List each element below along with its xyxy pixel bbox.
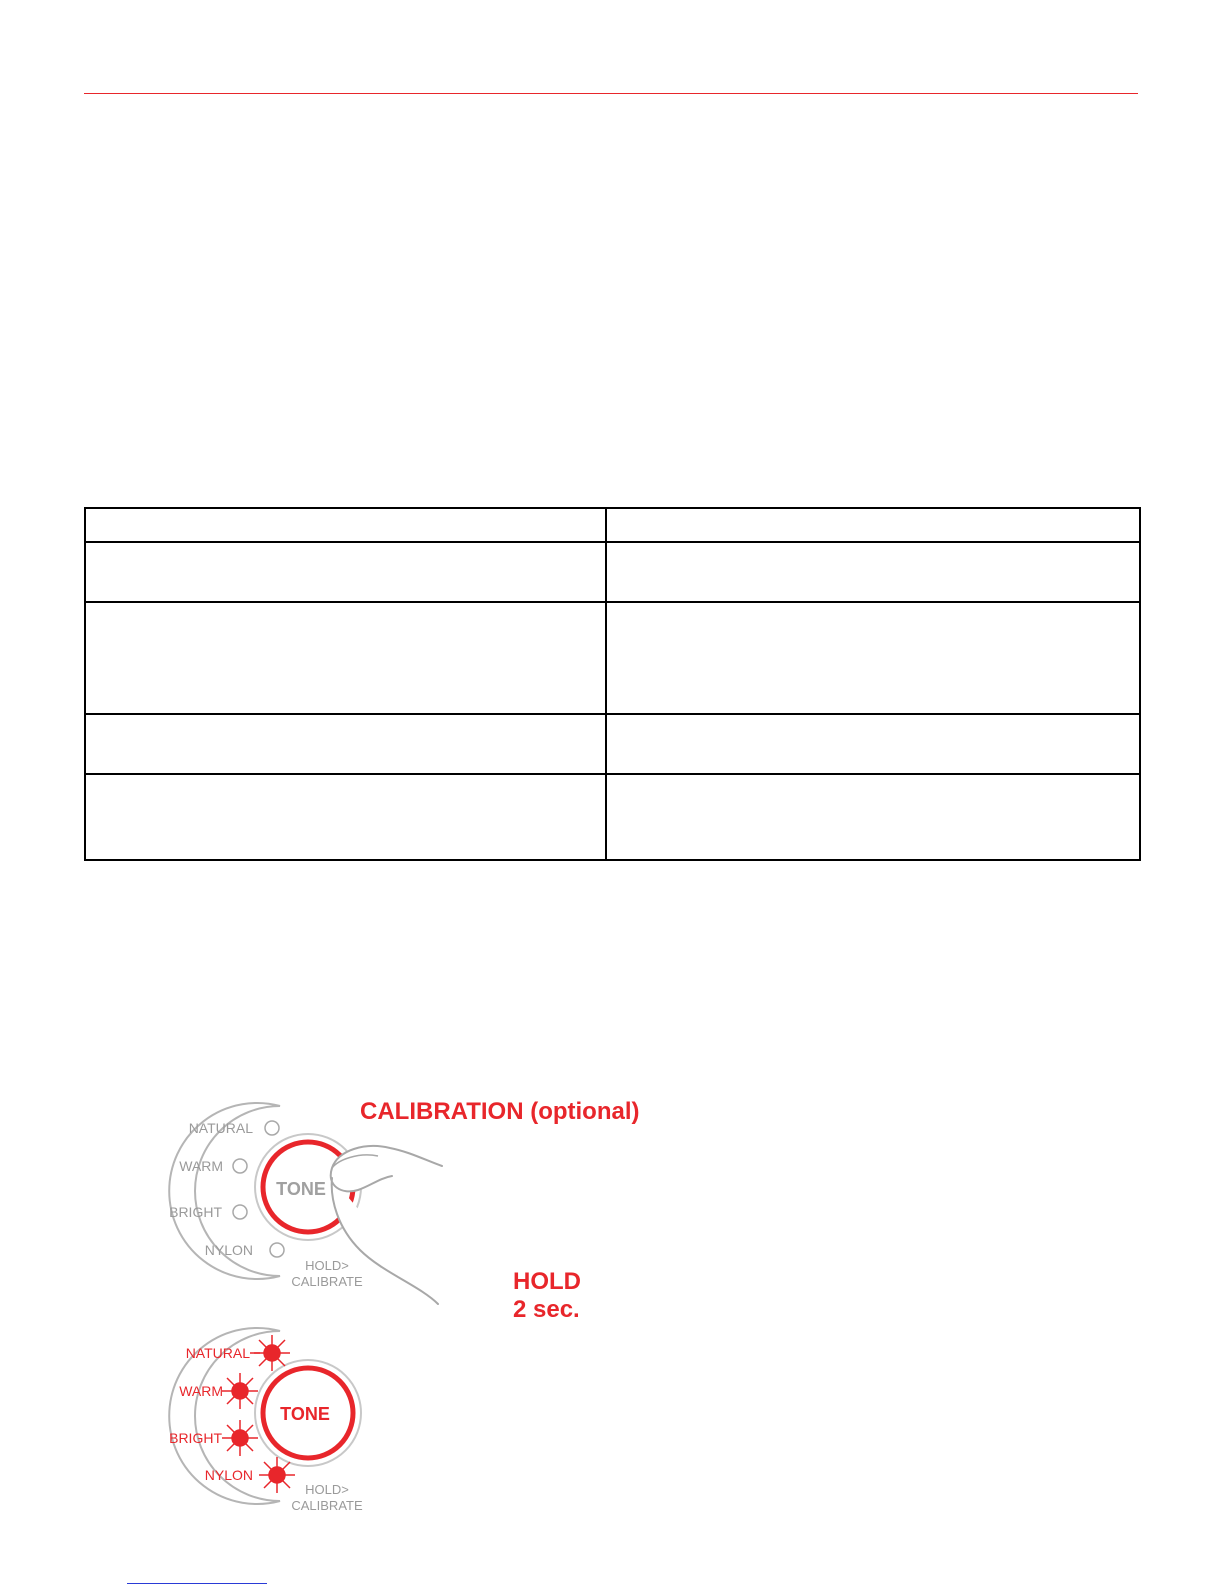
hold-line-1: HOLD — [513, 1268, 581, 1295]
table-cell — [85, 508, 606, 542]
table-cell — [85, 542, 606, 602]
table-cell — [85, 774, 606, 860]
top-control-panel — [169, 1103, 442, 1304]
hold-calibrate-label-1: HOLD> — [305, 1482, 349, 1497]
led-bright — [233, 1205, 247, 1219]
calibration-illustration — [120, 1090, 480, 1530]
led-natural-flashing — [250, 1335, 290, 1371]
mode-label-natural: NATURAL — [185, 1345, 250, 1361]
bottom-control-panel — [169, 1328, 363, 1513]
led-warm-flashing — [222, 1373, 258, 1409]
spec-table — [84, 507, 1141, 861]
led-bright-flashing — [222, 1420, 258, 1456]
calibration-title: CALIBRATION (optional) — [360, 1098, 640, 1125]
table-cell — [606, 508, 1140, 542]
mode-label-warm: WARM — [179, 1158, 223, 1174]
table-cell — [606, 774, 1140, 860]
hold-calibrate-label-1: HOLD> — [305, 1258, 349, 1273]
table-cell — [85, 714, 606, 774]
mode-label-natural: NATURAL — [188, 1120, 253, 1136]
mode-label-warm: WARM — [179, 1383, 223, 1399]
table-row — [85, 714, 1140, 774]
table-row — [85, 774, 1140, 860]
table-row — [85, 542, 1140, 602]
footer-link-underline[interactable] — [127, 1583, 267, 1584]
table-row — [85, 508, 1140, 542]
mode-label-bright: BRIGHT — [169, 1430, 222, 1446]
header-rule — [84, 93, 1138, 94]
led-warm — [233, 1159, 247, 1173]
led-nylon-flashing — [259, 1457, 295, 1493]
hold-calibrate-label-2: CALIBRATE — [291, 1274, 363, 1289]
tone-knob-label: TONE — [276, 1179, 326, 1199]
led-nylon — [270, 1243, 284, 1257]
mode-label-nylon: NYLON — [204, 1467, 253, 1483]
table-row — [85, 602, 1140, 714]
table-cell — [85, 602, 606, 714]
tone-knob-label: TONE — [280, 1404, 330, 1424]
table-cell — [606, 542, 1140, 602]
table-cell — [606, 714, 1140, 774]
hold-line-2: 2 sec. — [513, 1296, 580, 1323]
mode-label-bright: BRIGHT — [169, 1204, 222, 1220]
table-cell — [606, 602, 1140, 714]
hold-calibrate-label-2: CALIBRATE — [291, 1498, 363, 1513]
mode-label-nylon: NYLON — [204, 1242, 253, 1258]
hold-instruction — [513, 1268, 581, 1324]
led-natural — [265, 1121, 279, 1135]
